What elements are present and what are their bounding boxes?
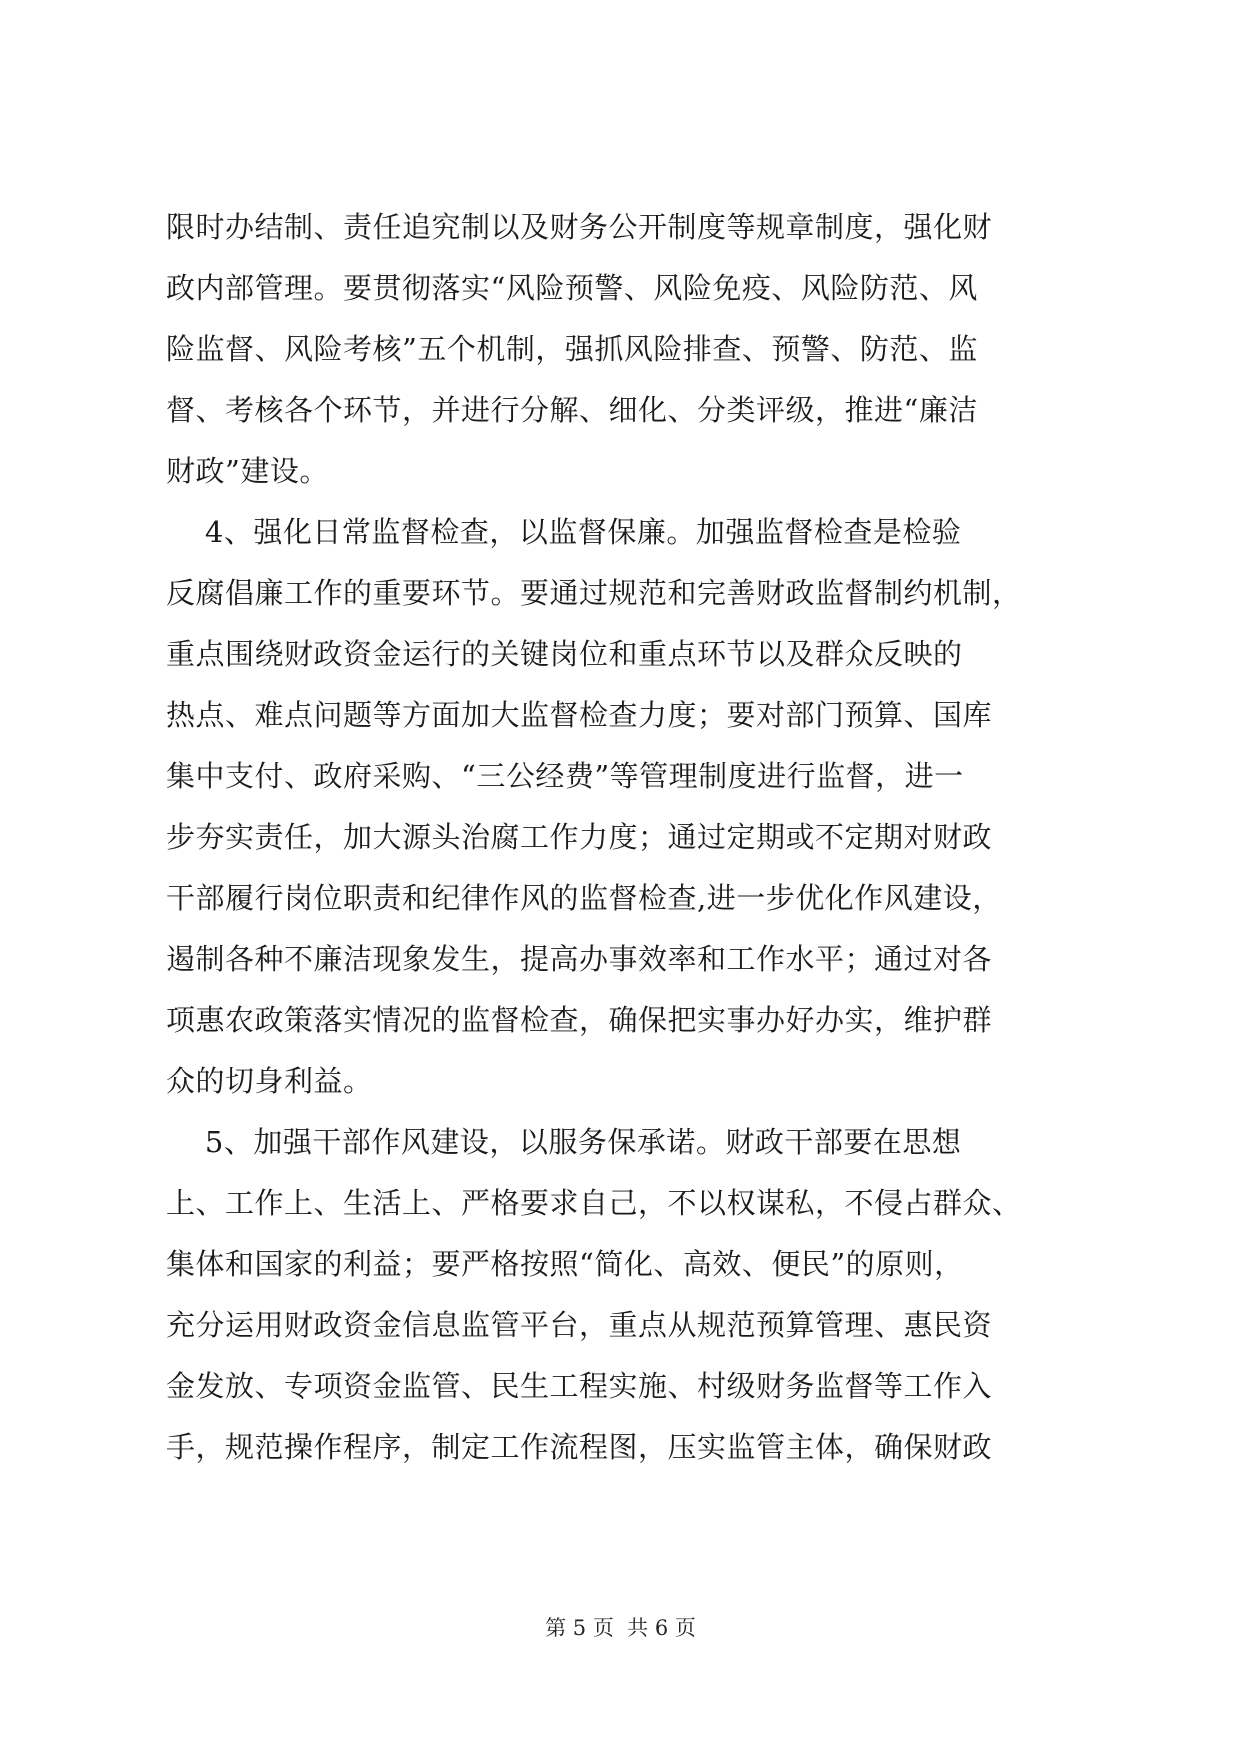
- text-line: 财政”建设。: [166, 454, 329, 488]
- text-line: 热点、难点问题等方面加大监督检查力度；要对部门预算、国库: [166, 698, 993, 732]
- page-footer: 第 5 页 共 6 页: [545, 1616, 696, 1640]
- text-line: 众的切身利益。: [166, 1064, 373, 1098]
- text-line: 步夯实责任，加大源头治腐工作力度；通过定期或不定期对财政: [166, 820, 993, 854]
- text-line: 充分运用财政资金信息监管平台，重点从规范预算管理、惠民资: [166, 1308, 993, 1342]
- text-line: 政内部管理。要贯彻落实“风险预警、风险免疫、风险防范、风: [166, 271, 978, 305]
- text-line: 项惠农政策落实情况的监督检查，确保把实事办好办实，维护群: [166, 1003, 993, 1037]
- text-line: 手，规范操作程序，制定工作流程图，压实监管主体，确保财政: [166, 1430, 993, 1464]
- text-line: 遏制各种不廉洁现象发生，提高办事效率和工作水平；通过对各: [166, 942, 993, 976]
- text-line: 反腐倡廉工作的重要环节。要通过规范和完善财政监督制约机制，: [166, 576, 1022, 610]
- text-line: 督、考核各个环节，并进行分解、细化、分类评级，推进“廉洁: [166, 393, 978, 427]
- text-line: 集中支付、政府采购、“三公经费”等管理制度进行监督，进一: [166, 759, 964, 793]
- text-line: 限时办结制、责任追究制以及财务公开制度等规章制度，强化财: [166, 210, 993, 244]
- text-line: 上、工作上、生活上、严格要求自己，不以权谋私，不侵占群众、: [166, 1186, 1022, 1220]
- text-line: 重点围绕财政资金运行的关键岗位和重点环节以及群众反映的: [166, 637, 963, 671]
- text-line: 险监督、风险考核”五个机制，强抓风险排查、预警、防范、监: [166, 332, 978, 366]
- paragraph-5-start: 5、加强干部作风建设，以服务保承诺。财政干部要在思想: [166, 1125, 962, 1159]
- text-line: 金发放、专项资金监管、民生工程实施、村级财务监督等工作入: [166, 1369, 993, 1403]
- paragraph-4-start: 4、强化日常监督检查，以监督保廉。加强监督检查是检验: [166, 515, 962, 549]
- text-line: 集体和国家的利益；要严格按照“简化、高效、便民”的原则，: [166, 1247, 964, 1281]
- text-line: 干部履行岗位职责和纪律作风的监督检查,进一步优化作风建设，: [166, 881, 1002, 915]
